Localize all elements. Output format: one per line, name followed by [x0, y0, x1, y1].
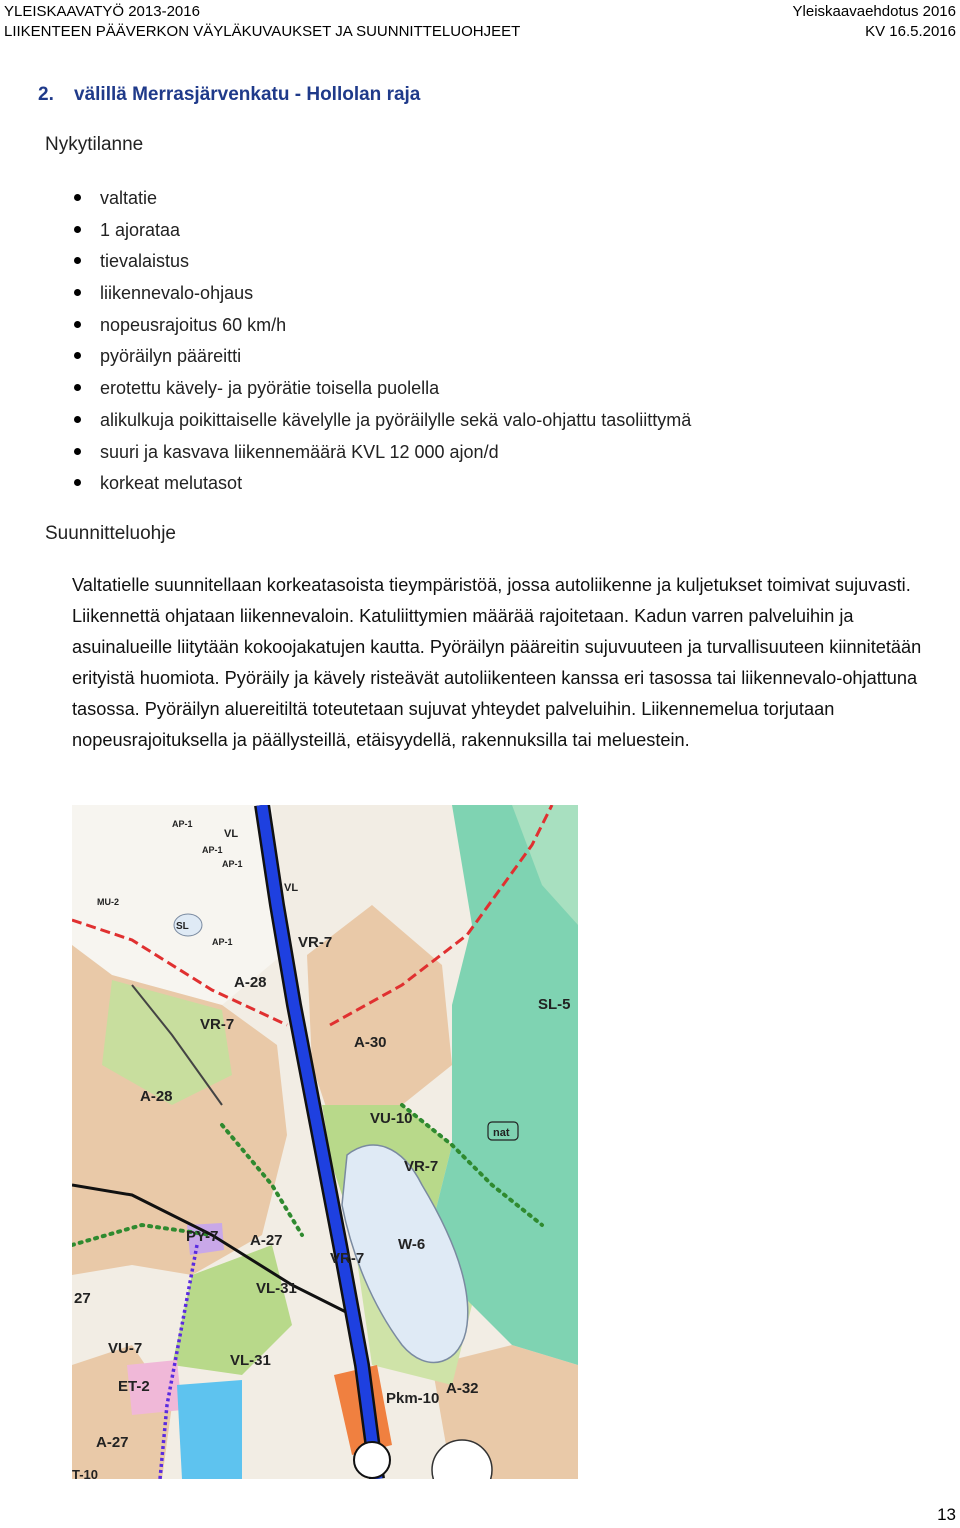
- list-item: [72, 408, 691, 440]
- current-state-list: [72, 186, 691, 503]
- map-label-ap1: AP-1: [212, 937, 233, 947]
- list-item-text: 1 ajorataa: [100, 219, 181, 240]
- map-label-ap1: AP-1: [202, 845, 223, 855]
- map-label-sl5: SL-5: [538, 996, 571, 1013]
- list-item-text: erotettu kävely- ja pyörätie toisella puolella: [100, 378, 440, 399]
- list-item-text: liikennevalo-ohjaus: [100, 283, 254, 304]
- map-label-ap1: AP-1: [172, 819, 193, 829]
- map-label-27: 27: [74, 1290, 91, 1307]
- bullet-icon: [74, 194, 81, 201]
- list-item: [72, 440, 691, 472]
- list-item-text: valtatie: [100, 188, 158, 208]
- map-label-vu10: VU-10: [370, 1110, 413, 1127]
- bullet-icon: [74, 257, 81, 264]
- map-label-vl31: VL-31: [230, 1352, 271, 1369]
- map-label-w6: W-6: [398, 1236, 426, 1253]
- map-area-blue: [177, 1380, 242, 1479]
- map-label-vl: VL: [284, 882, 299, 894]
- list-item-text: nopeusrajoitus 60 km/h: [100, 314, 287, 335]
- map-label-a27: A-27: [96, 1434, 129, 1451]
- bullet-icon: [74, 416, 81, 423]
- header-date: KV 16.5.2016: [865, 23, 956, 40]
- list-item-text: tievalaistus: [100, 251, 190, 272]
- map-label-py7: PY-7: [186, 1228, 219, 1245]
- page-number: 13: [937, 1505, 956, 1524]
- map-label-a28: A-28: [234, 974, 267, 991]
- guideline-heading: Suunnitteluohje: [45, 523, 176, 544]
- map-interchange-icon: [354, 1442, 390, 1478]
- map-label-t10: T-10: [72, 1467, 99, 1479]
- zoning-map: [72, 805, 578, 1479]
- map-label-vr7: VR-7: [298, 934, 333, 951]
- map-label-vr7: VR-7: [330, 1250, 365, 1267]
- list-item: [72, 218, 691, 250]
- map-label-a30: A-30: [354, 1034, 387, 1051]
- header-doc-subtitle: LIIKENTEEN PÄÄVERKON VÄYLÄKUVAUKSET JA SUUNNITTELUOHJEET: [4, 23, 521, 40]
- list-item-text: alikulkuja poikittaiselle kävelylle ja pyöräilylle sekä valo-ohjattu tasoliittymä: [100, 409, 692, 430]
- map-label-mu2: MU-2: [97, 897, 119, 907]
- map-label-vl31: VL-31: [256, 1280, 297, 1297]
- map-label-vr7: VR-7: [404, 1158, 439, 1175]
- current-state-heading: Nykytilanne: [45, 134, 144, 155]
- map-label-sl: SL: [176, 921, 189, 932]
- bullet-icon: [74, 321, 81, 328]
- list-item-text: pyöräilyn pääreitti: [100, 346, 242, 367]
- list-item: [72, 281, 691, 313]
- header-status: Yleiskaavaehdotus 2016: [792, 3, 956, 20]
- map-label-a32: A-32: [446, 1380, 479, 1397]
- bullet-icon: [74, 479, 81, 486]
- bullet-icon: [74, 226, 81, 233]
- list-item: [72, 249, 691, 281]
- bullet-icon: [74, 352, 81, 359]
- list-item: [72, 344, 691, 376]
- list-item-text: suuri ja kasvava liikennemäärä KVL 12 000 ajon/d: [100, 441, 499, 462]
- map-label-nat: nat: [493, 1127, 510, 1139]
- map-label-vl: VL: [224, 828, 239, 840]
- zoning-map-svg: [72, 805, 578, 1479]
- list-item: [72, 471, 691, 503]
- bullet-icon: [74, 289, 81, 296]
- section-title: välillä Merrasjärvenkatu - Hollolan raja: [74, 84, 421, 105]
- section-heading: [38, 84, 420, 106]
- section-number: 2.: [38, 84, 54, 105]
- header-doc-title: YLEISKAAVATYÖ 2013-2016: [4, 3, 200, 20]
- list-item: [72, 313, 691, 345]
- map-label-a27: A-27: [250, 1232, 283, 1249]
- list-item-text: korkeat melutasot: [100, 473, 243, 494]
- map-label-vr7: VR-7: [200, 1016, 235, 1033]
- bullet-icon: [74, 448, 81, 455]
- guideline-paragraph: Valtatielle suunnitellaan korkeatasoista tieympäristöä, jossa autoliikenne ja kuljetukset toimivat sujuvasti. Liikennettä ohjataan liikennevaloin. Katuliittymien määrää rajoitetaan. Kadun varren palveluihin ja asuinalueille liitytään kokoojakatujen kautta. Pyöräilyn pääreitin sujuvuuteen ja turvallisuuteen kiinnitetään erityistä huomiota. Pyöräily ja kävely risteävät autoliikenteen kanssa eri tasossa tai liikennevalo-ohjattuna tasossa. Pyöräilyn aluereitiltä toteutetaan sujuvat yhteydet palveluihin. Liikennemelua torjutaan nopeusrajoituksella ja päällysteillä, etäisyydellä, rakennuksilla tai meluestein.: [72, 575, 922, 750]
- map-label-ap1: AP-1: [222, 859, 243, 869]
- map-label-vu7: VU-7: [108, 1340, 143, 1357]
- map-label-a28: A-28: [140, 1088, 173, 1105]
- list-item: [72, 376, 691, 408]
- bullet-icon: [74, 384, 81, 391]
- list-item: [72, 186, 691, 218]
- map-label-pkm10: Pkm-10: [386, 1390, 440, 1407]
- map-label-et2: ET-2: [118, 1378, 150, 1395]
